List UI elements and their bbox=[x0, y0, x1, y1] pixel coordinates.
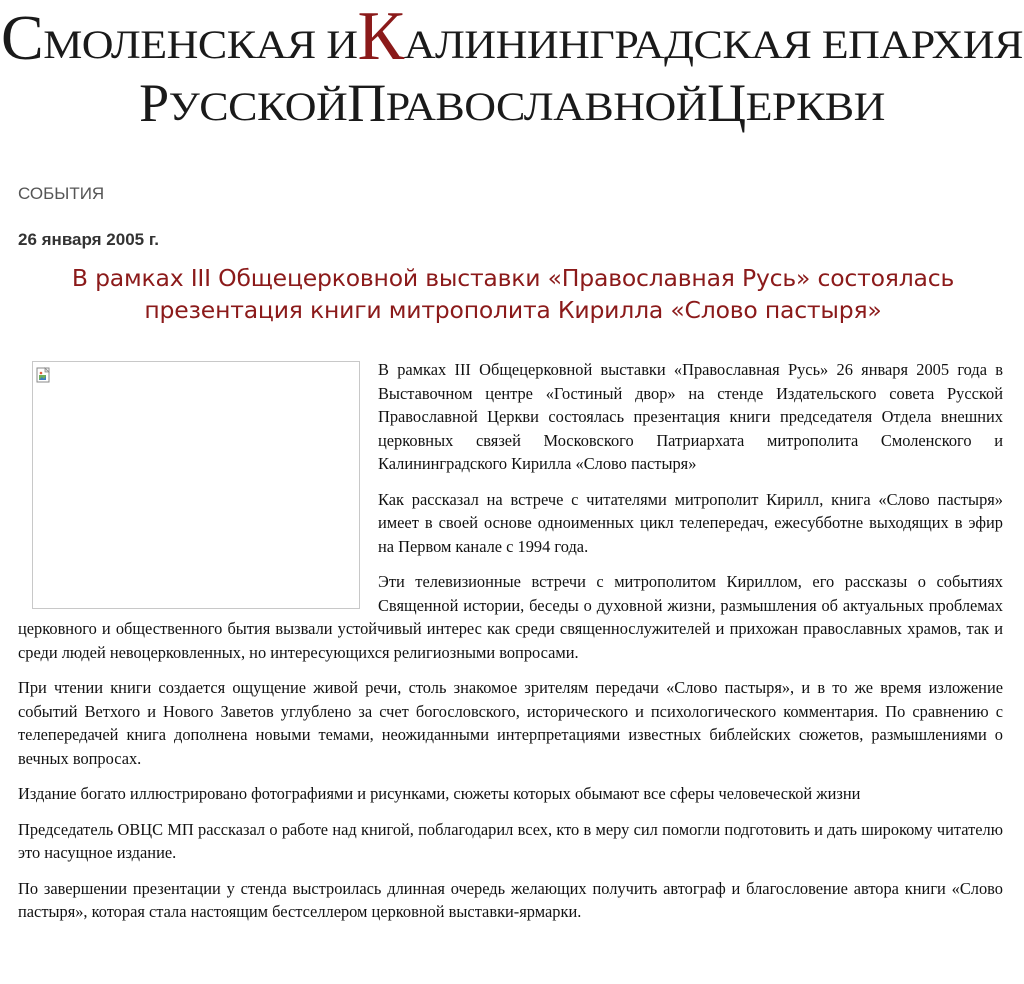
diocese-title-line-1 bbox=[0, 2, 1024, 80]
logo-text: АЛИНИНГРАДСКАЯ ЕПАРХИЯ bbox=[403, 22, 1023, 68]
article-paragraph: По завершении презентации у стенда выстроилась длинная очередь желающих получить автограф и благословение автора книги «Слово пастыря», которая стала настоящим бестселлером церковной выставки-ярмарки. bbox=[18, 878, 1003, 921]
article-paragraph: При чтении книги создается ощущение живой речи, столь знакомое зрителям передачи «Слово пастыря», и в то же время изложение событий Ветхого и Нового Заветов углублено за счет богословского, исторического и психологического комментария. По сравнению с телепередачей книга дополнена новыми темами, неожиданными интерпретациями известных библейских сюжетов, размышлениями о вечных вопросах. bbox=[18, 678, 1003, 768]
event-date: 26 января 2005 г. bbox=[18, 230, 159, 249]
article-image bbox=[32, 361, 360, 609]
article-paragraph: В рамках III Общецерковной выставки «Православная Русь» 26 января 2005 года в Выставочном центре «Гостиный двор» на стенде Издательского совета Русской Православной Церкви состоялась презентация книги председателя Отдела внешних церковных связей Московского Патриархата митрополита Смоленского и Калининградского Кирилла «Слово пастыря» bbox=[378, 360, 1003, 473]
logo-initial-red: К bbox=[357, 0, 404, 75]
logo-text: ЕРКВИ bbox=[745, 84, 885, 130]
article-paragraph: Эти телевизионные встречи с митрополитом Кириллом, его рассказы о событиях Священной истории, беседы о духовной жизни, размышления об актуальных проблемах церковного и общественного бытия вызвали устойчивый интерес как среди священнослужителей и прихожан православных храмов, так и среди людей невоцерковленных, но интересующихся религиозными вопросами. bbox=[18, 572, 1003, 662]
diocese-title-line-2 bbox=[0, 73, 1024, 134]
article-paragraph: Председатель ОВЦС МП рассказал о работе над книгой, поблагодарил всех, кто в меру сил помогли подготовить и дать широкому читателю это насущное издание. bbox=[18, 819, 1003, 862]
logo-initial: Ц bbox=[707, 73, 746, 133]
article-paragraph: Как рассказал на встрече с читателями митрополит Кирилл, книга «Слово пастыря» имеет в своей основе одноименных цикл телепередач, ежесубботне выходящих в эфир на Первом канале с 1994 года. bbox=[378, 489, 1003, 556]
logo-text: РАВОСЛАВНОЙ bbox=[385, 84, 708, 130]
article-headline: В рамках III Общецерковной выставки «Православная Русь» состоялась презентация книги митрополита Кирилла «Слово пастыря» bbox=[71, 264, 955, 324]
logo-initial: Р bbox=[139, 73, 169, 133]
article-body bbox=[18, 358, 1003, 936]
logo-initial: С bbox=[1, 2, 44, 73]
logo-text: УССКОЙ bbox=[168, 84, 348, 130]
section-label: СОБЫТИЯ bbox=[18, 184, 105, 203]
site-header bbox=[0, 0, 1024, 150]
logo-initial: П bbox=[347, 73, 386, 133]
logo-text: МОЛЕНСКАЯ И bbox=[43, 22, 358, 68]
article-paragraph: Издание богато иллюстрировано фотографиями и рисунками, сюжеты которых обымают все сферы человеческой жизни bbox=[18, 784, 861, 803]
broken-image-icon bbox=[36, 367, 52, 383]
